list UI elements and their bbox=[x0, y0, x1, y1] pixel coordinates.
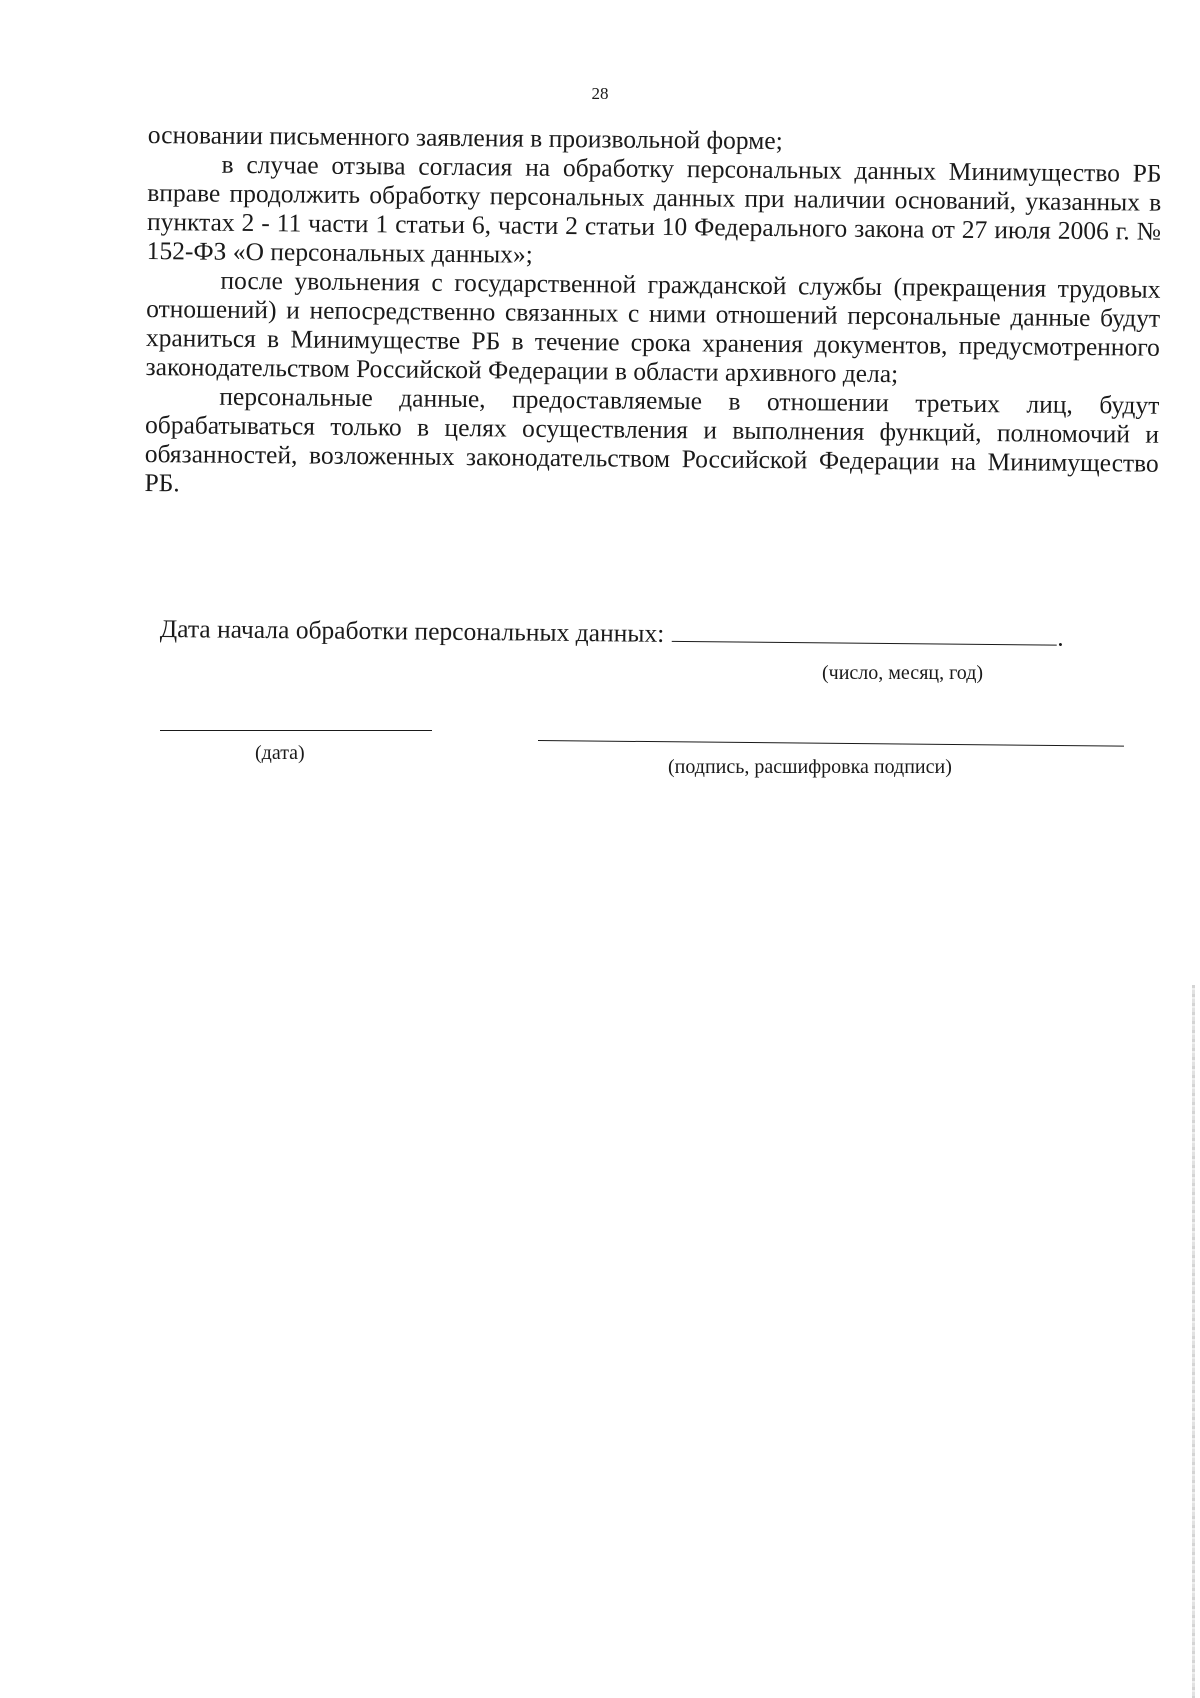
signature-blank-line bbox=[538, 740, 1124, 747]
paragraph-consent-withdrawal: в случае отзыва согласия на обработку персональных данных Минимущество РБ вправе продолжить обработку персональных данных при наличии оснований, указанных в пунктах 2 - 11 части 1 статьи 6, части 2 статьи 10 Федерального закона от 27 июля 2006 г. № 152-ФЗ «О персональных данных»; bbox=[146, 149, 1162, 269]
paragraph-after-dismissal: после увольнения с государственной гражданской службы (прекращения трудовых отношений) и непосредственно связанных с ними отношений персональные данные будут храниться в Минимуществе РБ в течение срока хранения документов, предусмотренного законодательством Российской Федерации в области архивного дела; bbox=[145, 265, 1161, 389]
paragraph-third-parties: персональные данные, предоставляемые в отношении третьих лиц, будут обрабатываться только в целях осуществления и выполнения функций, полномочий и обязанностей, возложенных законодательством Российской Федерации на Минимущество РБ. bbox=[144, 381, 1160, 498]
processing-start-date-label: Дата начала обработки персональных данных: bbox=[159, 614, 665, 648]
processing-start-date-blank bbox=[672, 621, 1057, 646]
scan-edge-artifact bbox=[1192, 985, 1195, 1698]
paragraph-continuation: основании письменного заявления в произвольной форме; bbox=[147, 120, 783, 156]
signature-hint: (подпись, расшифровка подписи) bbox=[668, 756, 952, 778]
date-hint: (дата) bbox=[255, 742, 305, 764]
processing-start-date-hint: (число, месяц, год) bbox=[822, 662, 984, 684]
processing-start-date-line bbox=[160, 614, 1140, 653]
date-blank-line bbox=[160, 730, 432, 731]
processing-start-date-period: . bbox=[1057, 622, 1064, 652]
document-body bbox=[144, 120, 1162, 507]
page-number: 28 bbox=[591, 84, 609, 103]
